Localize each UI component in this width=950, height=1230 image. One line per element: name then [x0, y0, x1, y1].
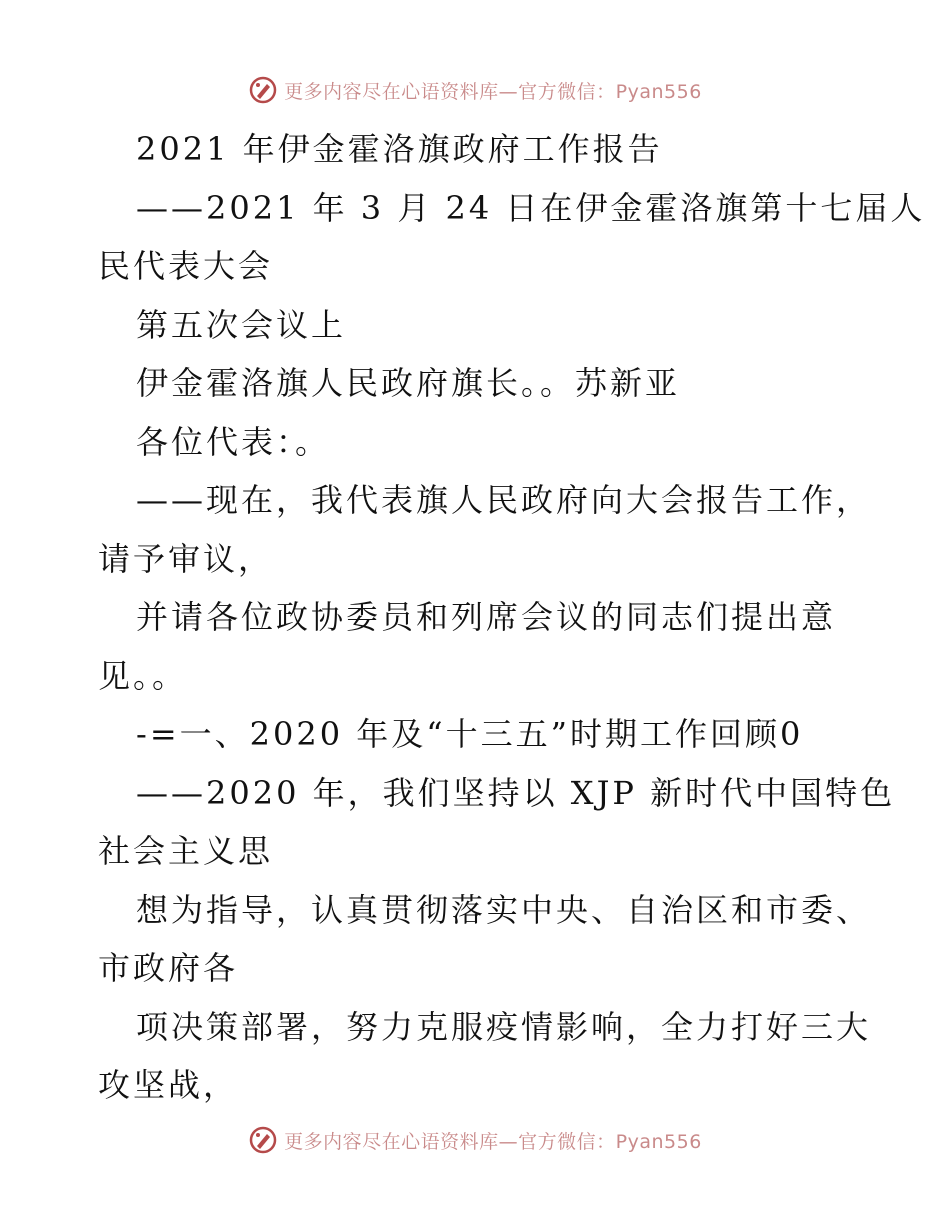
text-line: 攻坚战，: [98, 1066, 239, 1104]
text-line: 2021 年伊金霍洛旗政府工作报告: [136, 130, 663, 168]
pen-logo-icon: [248, 1125, 278, 1155]
text-line: 想为指导，认真贯彻落实中央、自治区和市委、: [136, 890, 872, 929]
watermark-text: 更多内容尽在心语资料库—官方微信：Pyan556: [284, 80, 702, 103]
pen-logo-icon: [248, 75, 278, 105]
text-line: 各位代表：。: [136, 422, 331, 461]
text-line: 社会主义思: [98, 832, 274, 870]
watermark-footer: [0, 1120, 950, 1160]
text-line: 见。。: [98, 656, 188, 695]
watermark-header: [0, 70, 950, 110]
text-line: 项决策部署，努力克服疫情影响，全力打好三大: [136, 1007, 872, 1046]
text-line: ——2021 年 3 月 24 日在伊金霍洛旗第十七届人: [136, 188, 926, 227]
text-line: 市政府各: [98, 949, 239, 987]
text-line: ——2020 年，我们坚持以 XJP 新时代中国特色: [136, 773, 896, 812]
text-line: 伊金霍洛旗人民政府旗长。。苏新亚: [136, 364, 681, 402]
text-line: -=一、2020 年及“十三五”时期工作回顾0: [136, 715, 804, 753]
text-line: 第五次会议上: [136, 305, 347, 344]
text-line: 请予审议，: [98, 539, 274, 578]
text-line: 民代表大会: [98, 247, 274, 285]
document-body: [98, 120, 926, 1115]
text-line: ——现在，我代表旗人民政府向大会报告工作，: [136, 481, 872, 519]
watermark-text: 更多内容尽在心语资料库—官方微信：Pyan556: [284, 1130, 702, 1153]
text-line: 并请各位政协委员和列席会议的同志们提出意: [136, 598, 837, 636]
